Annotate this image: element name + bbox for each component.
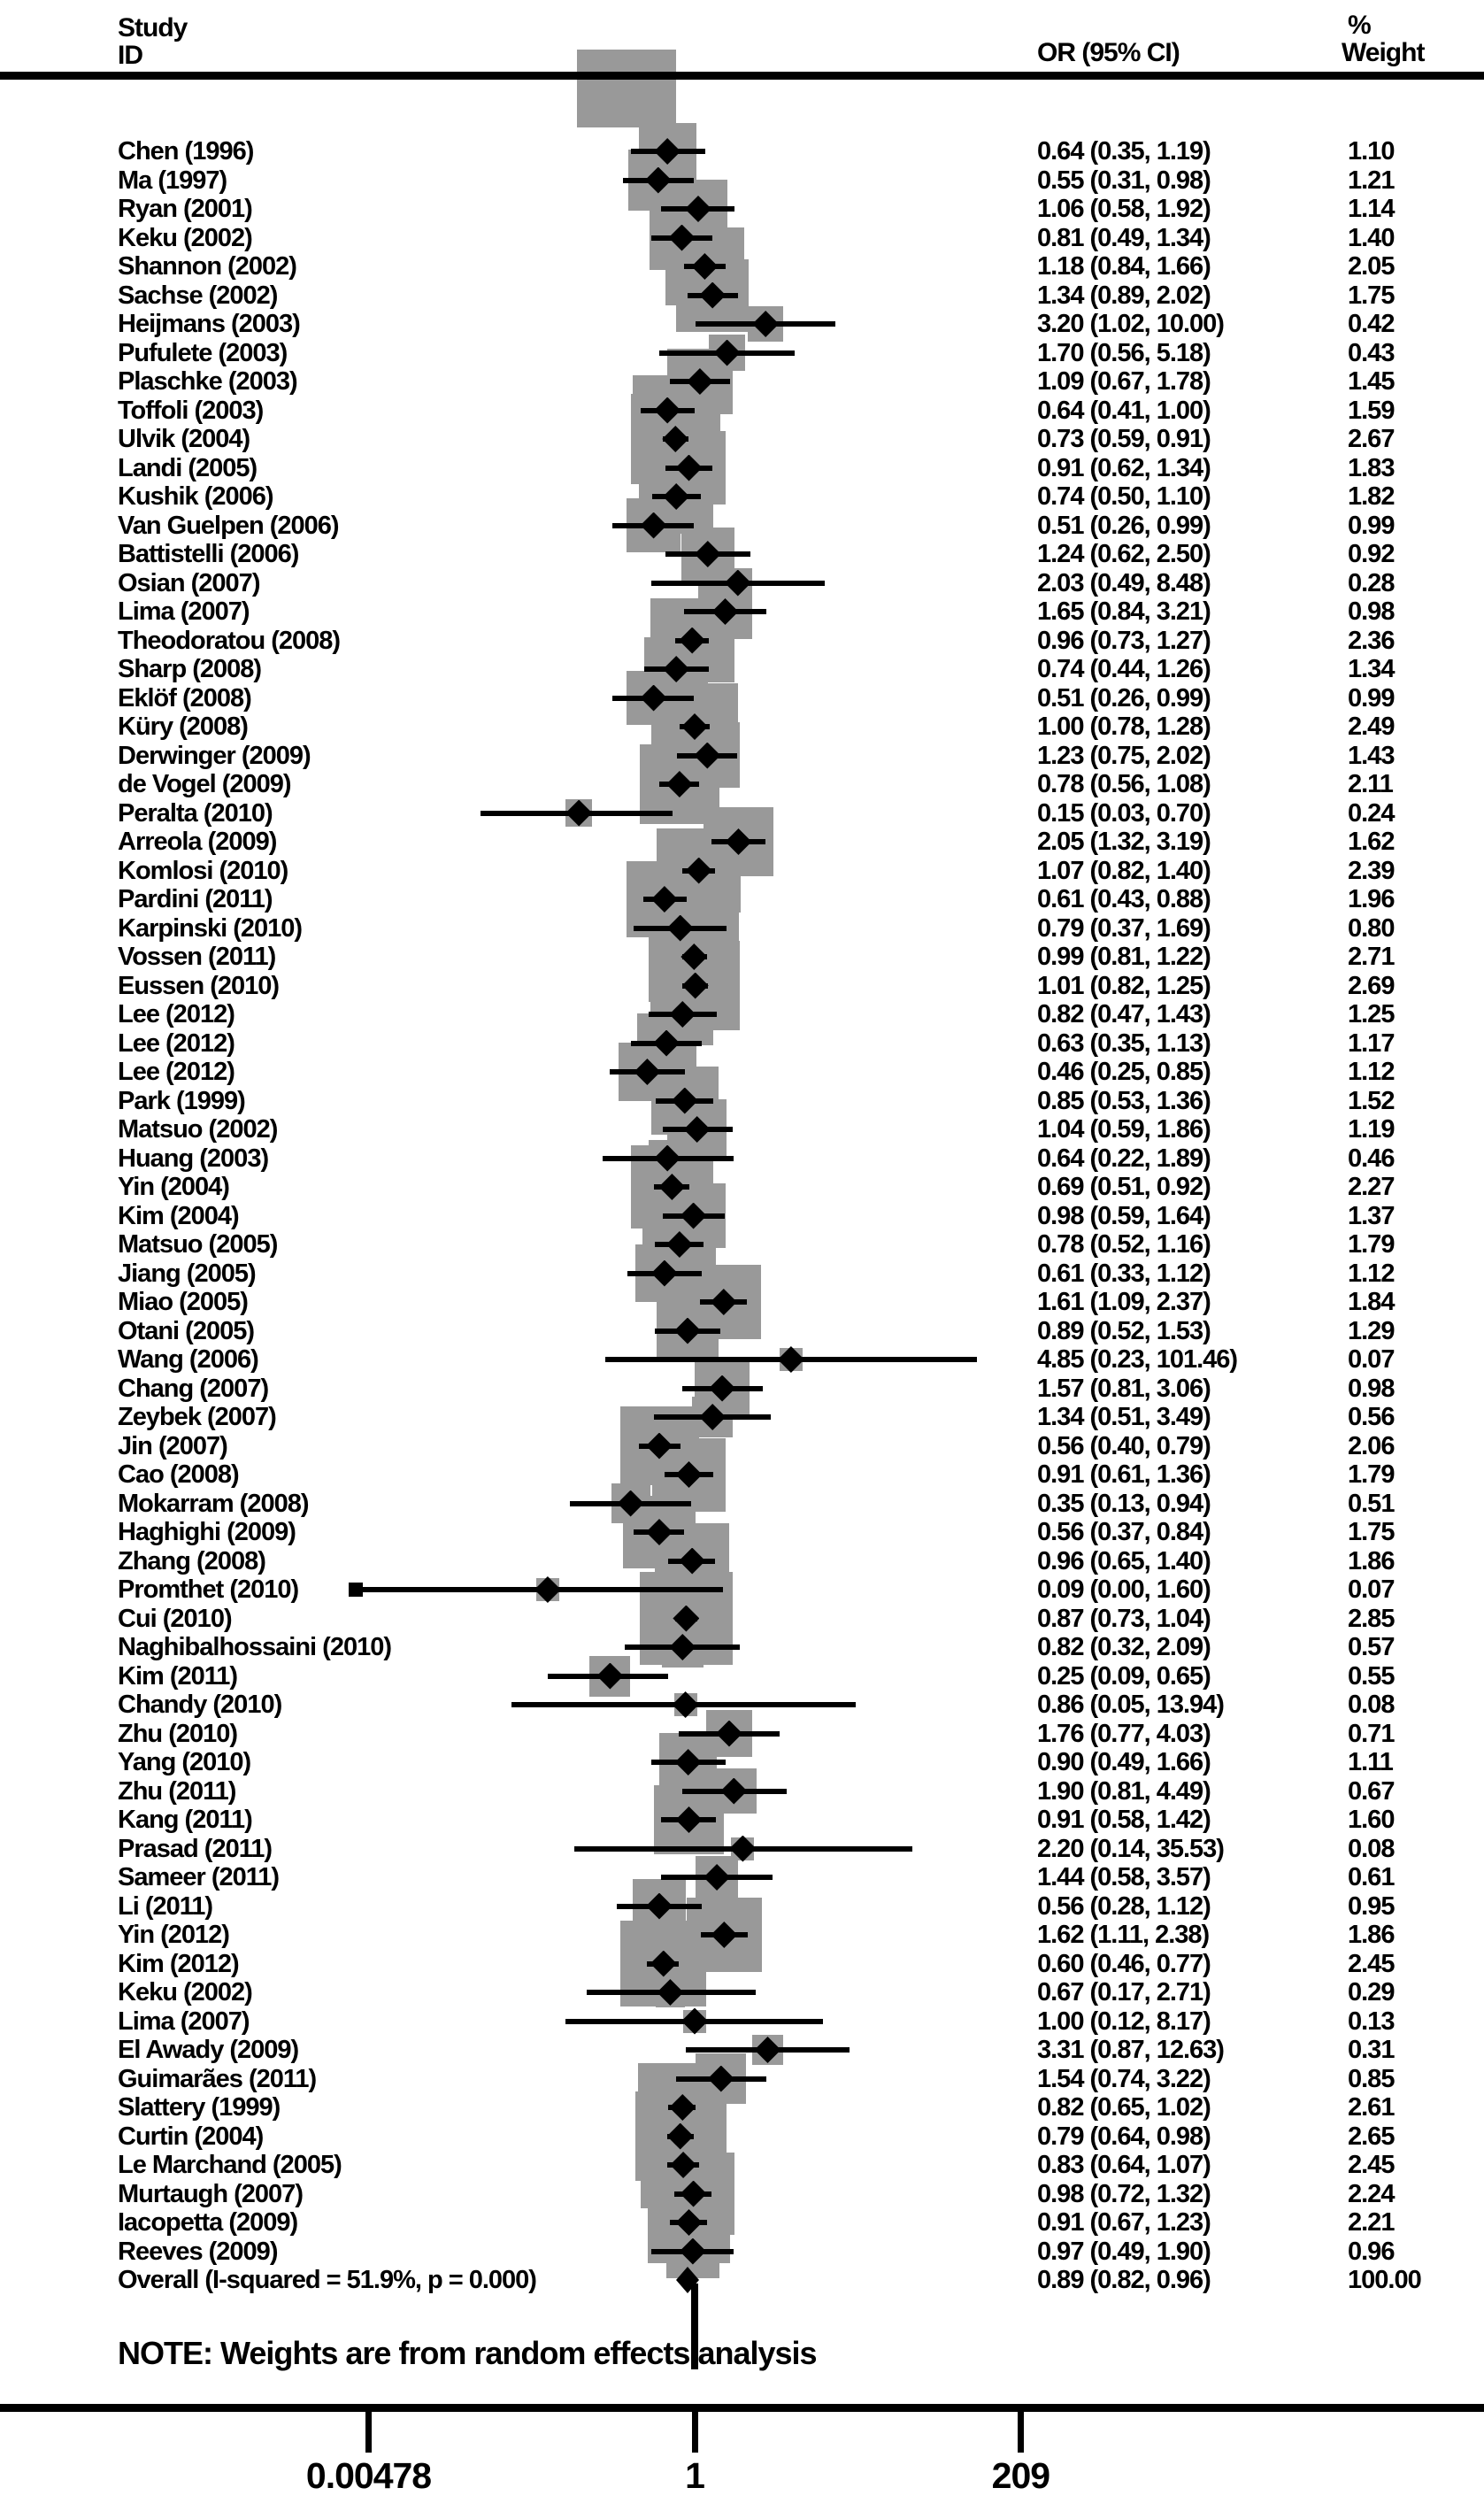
study-label: Plaschke (2003)	[118, 367, 297, 396]
weight-value: 1.79	[1348, 1230, 1395, 1259]
weight-value: 2.71	[1348, 943, 1395, 971]
study-column-header-line1: Study	[118, 13, 188, 42]
weight-value: 2.49	[1348, 712, 1395, 741]
or-ci-value: 1.09 (0.67, 1.78)	[1037, 367, 1211, 396]
study-label: Kim (2011)	[118, 1661, 238, 1691]
weight-value: 0.98	[1348, 1374, 1395, 1403]
study-label: Pufulete (2003)	[118, 338, 288, 367]
or-ci-value: 0.89 (0.52, 1.53)	[1037, 1316, 1211, 1345]
or-ci-value: 0.35 (0.13, 0.94)	[1037, 1489, 1211, 1518]
or-ci-value: 0.82 (0.32, 2.09)	[1037, 1633, 1211, 1661]
weight-value: 1.21	[1348, 166, 1395, 195]
or-ci-value: 0.56 (0.28, 1.12)	[1037, 1891, 1211, 1921]
or-ci-value: 0.64 (0.22, 1.89)	[1037, 1144, 1211, 1173]
or-ci-value: 0.83 (0.64, 1.07)	[1037, 2151, 1211, 2179]
weight-value: 2.69	[1348, 971, 1395, 1000]
weight-value: 1.79	[1348, 1460, 1395, 1489]
or-ci-value: 2.03 (0.49, 8.48)	[1037, 568, 1211, 597]
study-label: Kim (2012)	[118, 1949, 239, 1978]
study-label: Jiang (2005)	[118, 1259, 256, 1288]
or-ci-value: 0.82 (0.47, 1.43)	[1037, 1000, 1211, 1028]
or-ci-value: 1.90 (0.81, 4.49)	[1037, 1776, 1211, 1806]
or-ci-value: 0.61 (0.43, 0.88)	[1037, 885, 1211, 913]
or-column-header: OR (95% CI)	[1037, 38, 1180, 67]
weight-value: 2.39	[1348, 856, 1395, 885]
study-label: Peralta (2010)	[118, 798, 273, 828]
weight-value: 1.60	[1348, 1806, 1395, 1834]
study-label: Heijmans (2003)	[118, 310, 300, 338]
x-axis-tick-label: 209	[991, 2455, 1050, 2496]
study-label: Zhang (2008)	[118, 1546, 265, 1575]
study-label: Otani (2005)	[118, 1316, 254, 1345]
or-ci-value: 1.24 (0.62, 2.50)	[1037, 540, 1211, 568]
study-label: Zeybek (2007)	[118, 1403, 276, 1431]
study-label: Kim (2004)	[118, 1201, 239, 1230]
or-ci-value: 1.07 (0.82, 1.40)	[1037, 856, 1211, 885]
weight-value: 0.42	[1348, 310, 1395, 338]
or-ci-value: 1.34 (0.89, 2.02)	[1037, 281, 1211, 310]
weight-value: 2.67	[1348, 425, 1395, 453]
or-ci-value: 0.56 (0.40, 0.79)	[1037, 1431, 1211, 1460]
study-label: Shannon (2002)	[118, 252, 296, 281]
or-ci-value: 0.96 (0.65, 1.40)	[1037, 1546, 1211, 1575]
or-ci-value: 1.62 (1.11, 2.38)	[1037, 1921, 1210, 1949]
study-label: Komlosi (2010)	[118, 856, 288, 885]
study-label: Sameer (2011)	[118, 1863, 280, 1891]
study-label: Toffoli (2003)	[118, 396, 264, 425]
weight-value: 0.98	[1348, 597, 1395, 626]
weight-value: 1.83	[1348, 453, 1395, 482]
study-label: Ryan (2001)	[118, 195, 252, 223]
study-label: Eussen (2010)	[118, 971, 280, 1000]
or-ci-value: 0.25 (0.09, 0.65)	[1037, 1661, 1211, 1691]
or-ci-value: 1.44 (0.58, 3.57)	[1037, 1863, 1211, 1891]
or-ci-value: 0.78 (0.52, 1.16)	[1037, 1230, 1211, 1259]
study-label: Kushik (2006)	[118, 482, 273, 511]
study-label: Küry (2008)	[118, 712, 248, 741]
weights-note: NOTE: Weights are from random effects analysis	[118, 2335, 817, 2371]
or-ci-value: 1.61 (1.09, 2.37)	[1037, 1288, 1211, 1316]
study-label: Miao (2005)	[118, 1288, 248, 1316]
or-ci-value: 0.86 (0.05, 13.94)	[1037, 1691, 1224, 1719]
or-ci-value: 1.54 (0.74, 3.22)	[1037, 2064, 1211, 2093]
study-label: Le Marchand (2005)	[118, 2151, 342, 2179]
study-label: Chandy (2010)	[118, 1691, 282, 1719]
or-ci-value: 0.60 (0.46, 0.77)	[1037, 1949, 1211, 1978]
study-label: Sharp (2008)	[118, 655, 262, 683]
weight-value: 2.45	[1348, 2151, 1395, 2179]
study-label: Li (2011)	[118, 1891, 213, 1921]
or-ci-value: 1.65 (0.84, 3.21)	[1037, 597, 1211, 626]
or-ci-value: 0.63 (0.35, 1.13)	[1037, 1028, 1211, 1058]
study-label: Pardini (2011)	[118, 885, 273, 913]
gray-box-column-top	[577, 50, 676, 127]
weight-value: 2.65	[1348, 2122, 1395, 2151]
or-ci-value: 0.51 (0.26, 0.99)	[1037, 511, 1211, 540]
study-label: Ulvik (2004)	[118, 425, 250, 453]
weight-value: 2.05	[1348, 252, 1395, 281]
study-label: Mokarram (2008)	[118, 1489, 309, 1518]
study-label: Derwinger (2009)	[118, 741, 311, 770]
or-ci-value: 1.00 (0.78, 1.28)	[1037, 712, 1211, 741]
or-ci-value: 0.79 (0.37, 1.69)	[1037, 913, 1211, 943]
or-ci-value: 0.55 (0.31, 0.98)	[1037, 166, 1211, 195]
weight-value: 1.96	[1348, 885, 1395, 913]
study-label: Keku (2002)	[118, 1978, 252, 2006]
weight-value: 100.00	[1348, 2266, 1421, 2294]
weight-value: 0.08	[1348, 1691, 1395, 1719]
weight-value: 0.96	[1348, 2237, 1395, 2266]
weight-value: 0.99	[1348, 683, 1395, 712]
or-ci-value: 0.56 (0.37, 0.84)	[1037, 1518, 1211, 1546]
weight-column-header-line1: %	[1348, 11, 1371, 40]
weight-value: 1.75	[1348, 281, 1395, 310]
weight-value: 2.45	[1348, 1949, 1395, 1978]
weight-value: 1.10	[1348, 137, 1395, 166]
or-ci-value: 4.85 (0.23, 101.46)	[1037, 1345, 1238, 1374]
study-label: Kang (2011)	[118, 1806, 252, 1834]
weight-value: 0.46	[1348, 1144, 1395, 1173]
weight-value: 1.45	[1348, 367, 1395, 396]
weight-value: 0.95	[1348, 1891, 1395, 1921]
study-label: Lima (2007)	[118, 597, 250, 626]
study-label: Matsuo (2005)	[118, 1230, 278, 1259]
weight-value: 1.52	[1348, 1086, 1395, 1115]
study-label: Huang (2003)	[118, 1144, 269, 1173]
or-ci-value: 0.87 (0.73, 1.04)	[1037, 1604, 1211, 1633]
or-ci-value: 0.91 (0.62, 1.34)	[1037, 453, 1211, 482]
weight-value: 1.37	[1348, 1201, 1395, 1230]
weight-value: 0.07	[1348, 1575, 1395, 1604]
or-ci-value: 1.00 (0.12, 8.17)	[1037, 2006, 1211, 2036]
x-axis-tick	[692, 2412, 698, 2453]
study-label: Jin (2007)	[118, 1431, 227, 1460]
study-label: Battistelli (2006)	[118, 540, 299, 568]
study-label: Matsuo (2002)	[118, 1115, 278, 1144]
or-ci-value: 0.74 (0.50, 1.10)	[1037, 482, 1211, 511]
or-ci-value: 1.18 (0.84, 1.66)	[1037, 252, 1211, 281]
weight-value: 1.25	[1348, 1000, 1395, 1028]
or-ci-value: 3.31 (0.87, 12.63)	[1037, 2036, 1224, 2064]
study-label: El Awady (2009)	[118, 2036, 299, 2064]
weight-value: 1.34	[1348, 655, 1395, 683]
or-ci-value: 0.97 (0.49, 1.90)	[1037, 2237, 1211, 2266]
weight-value: 1.86	[1348, 1921, 1395, 1949]
or-ci-value: 0.15 (0.03, 0.70)	[1037, 798, 1211, 828]
study-label: Van Guelpen (2006)	[118, 511, 339, 540]
or-ci-value: 1.04 (0.59, 1.86)	[1037, 1115, 1211, 1144]
header-rule	[0, 72, 1484, 80]
weight-value: 0.43	[1348, 338, 1395, 367]
x-axis-tick-label: 1	[685, 2455, 704, 2496]
weight-value: 1.12	[1348, 1259, 1395, 1288]
study-label: Curtin (2004)	[118, 2122, 264, 2151]
study-label: Vossen (2011)	[118, 943, 276, 971]
study-label: Yin (2012)	[118, 1921, 229, 1949]
or-ci-value: 0.46 (0.25, 0.85)	[1037, 1058, 1211, 1086]
or-ci-value: 1.57 (0.81, 3.06)	[1037, 1374, 1211, 1403]
overall-label: Overall (I-squared = 51.9%, p = 0.000)	[118, 2266, 536, 2294]
study-label: Osian (2007)	[118, 568, 260, 597]
study-label: Park (1999)	[118, 1086, 245, 1115]
or-ci-value: 0.85 (0.53, 1.36)	[1037, 1086, 1211, 1115]
study-label: Slattery (1999)	[118, 2093, 281, 2122]
or-ci-value: 0.89 (0.82, 0.96)	[1037, 2266, 1211, 2294]
study-label: Zhu (2011)	[118, 1776, 236, 1806]
study-label: Iacopetta (2009)	[118, 2208, 298, 2237]
study-label: Keku (2002)	[118, 223, 252, 252]
study-label: Haghighi (2009)	[118, 1518, 296, 1546]
or-ci-value: 0.99 (0.81, 1.22)	[1037, 943, 1211, 971]
or-ci-value: 0.64 (0.35, 1.19)	[1037, 137, 1211, 166]
study-label: Chang (2007)	[118, 1374, 269, 1403]
x-axis-tick	[1018, 2412, 1024, 2453]
weight-value: 0.29	[1348, 1978, 1395, 2006]
or-ci-value: 0.98 (0.59, 1.64)	[1037, 1201, 1211, 1230]
study-label: Cui (2010)	[118, 1604, 232, 1633]
weight-value: 1.17	[1348, 1028, 1395, 1058]
weight-value: 1.84	[1348, 1288, 1395, 1316]
study-label: Promthet (2010)	[118, 1575, 299, 1604]
study-label: Prasad (2011)	[118, 1834, 273, 1863]
weight-value: 1.14	[1348, 195, 1395, 223]
or-ci-value: 0.90 (0.49, 1.66)	[1037, 1748, 1211, 1776]
study-label: Yang (2010)	[118, 1748, 251, 1776]
weight-value: 0.56	[1348, 1403, 1395, 1431]
or-ci-value: 0.79 (0.64, 0.98)	[1037, 2122, 1211, 2151]
study-label: Chen (1996)	[118, 137, 254, 166]
weight-value: 2.85	[1348, 1604, 1395, 1633]
study-label: Eklöf (2008)	[118, 683, 251, 712]
weight-value: 1.12	[1348, 1058, 1395, 1086]
study-label: Yin (2004)	[118, 1173, 229, 1201]
weight-value: 0.51	[1348, 1489, 1395, 1518]
study-label: Zhu (2010)	[118, 1719, 238, 1748]
weight-value: 2.24	[1348, 2179, 1395, 2208]
or-ci-value: 1.06 (0.58, 1.92)	[1037, 195, 1211, 223]
weight-value: 2.27	[1348, 1173, 1395, 1201]
study-label: Lee (2012)	[118, 1028, 235, 1058]
x-axis-tick	[365, 2412, 372, 2453]
weight-value: 0.99	[1348, 511, 1395, 540]
weight-value: 1.75	[1348, 1518, 1395, 1546]
or-ci-value: 0.69 (0.51, 0.92)	[1037, 1173, 1211, 1201]
or-ci-value: 0.67 (0.17, 2.71)	[1037, 1978, 1211, 2006]
or-ci-value: 1.34 (0.51, 3.49)	[1037, 1403, 1211, 1431]
study-label: Arreola (2009)	[118, 828, 277, 856]
weight-value: 0.92	[1348, 540, 1395, 568]
weight-value: 1.29	[1348, 1316, 1395, 1345]
weight-value: 2.36	[1348, 626, 1395, 655]
or-ci-value: 0.98 (0.72, 1.32)	[1037, 2179, 1211, 2208]
or-ci-value: 0.64 (0.41, 1.00)	[1037, 396, 1211, 425]
study-column-header-line2: ID	[118, 41, 142, 70]
study-label: Cao (2008)	[118, 1460, 239, 1489]
or-ci-value: 0.91 (0.67, 1.23)	[1037, 2208, 1211, 2237]
or-ci-value: 0.78 (0.56, 1.08)	[1037, 770, 1211, 798]
weight-value: 0.55	[1348, 1661, 1395, 1691]
study-label: Ma (1997)	[118, 166, 227, 195]
weight-value: 0.13	[1348, 2006, 1395, 2036]
weight-value: 2.21	[1348, 2208, 1395, 2237]
study-label: Lee (2012)	[118, 1000, 235, 1028]
or-ci-value: 0.82 (0.65, 1.02)	[1037, 2093, 1211, 2122]
weight-value: 1.86	[1348, 1546, 1395, 1575]
weight-value: 0.28	[1348, 568, 1395, 597]
or-ci-value: 0.73 (0.59, 0.91)	[1037, 425, 1211, 453]
or-ci-value: 0.09 (0.00, 1.60)	[1037, 1575, 1211, 1604]
or-ci-value: 1.70 (0.56, 5.18)	[1037, 338, 1211, 367]
study-label: Karpinski (2010)	[118, 913, 303, 943]
weight-value: 1.11	[1348, 1748, 1393, 1776]
weight-value: 0.85	[1348, 2064, 1395, 2093]
study-label: Guimarães (2011)	[118, 2064, 317, 2093]
or-ci-value: 0.91 (0.58, 1.42)	[1037, 1806, 1211, 1834]
weight-value: 0.08	[1348, 1834, 1395, 1863]
or-ci-value: 1.01 (0.82, 1.25)	[1037, 971, 1211, 1000]
weight-value: 1.59	[1348, 396, 1395, 425]
or-ci-value: 0.51 (0.26, 0.99)	[1037, 683, 1211, 712]
or-ci-value: 0.96 (0.73, 1.27)	[1037, 626, 1211, 655]
weight-value: 0.67	[1348, 1776, 1395, 1806]
or-ci-value: 0.81 (0.49, 1.34)	[1037, 223, 1211, 252]
study-label: Wang (2006)	[118, 1345, 258, 1374]
weight-value: 2.06	[1348, 1431, 1395, 1460]
or-ci-value: 1.23 (0.75, 2.02)	[1037, 741, 1211, 770]
weight-value: 0.71	[1348, 1719, 1395, 1748]
or-ci-value: 2.05 (1.32, 3.19)	[1037, 828, 1211, 856]
weight-value: 1.43	[1348, 741, 1395, 770]
study-label: Lima (2007)	[118, 2006, 250, 2036]
study-label: Naghibalhossaini (2010)	[118, 1633, 391, 1661]
or-ci-value: 0.74 (0.44, 1.26)	[1037, 655, 1211, 683]
weight-value: 0.24	[1348, 798, 1395, 828]
study-label: Sachse (2002)	[118, 281, 278, 310]
weight-value: 0.80	[1348, 913, 1395, 943]
weight-value: 0.57	[1348, 1633, 1395, 1661]
weight-value: 1.19	[1348, 1115, 1395, 1144]
study-label: Reeves (2009)	[118, 2237, 278, 2266]
or-ci-value: 2.20 (0.14, 35.53)	[1037, 1834, 1224, 1863]
weight-value: 0.07	[1348, 1345, 1395, 1374]
weight-value: 0.61	[1348, 1863, 1395, 1891]
weight-value: 2.61	[1348, 2093, 1395, 2122]
or-ci-value: 0.61 (0.33, 1.12)	[1037, 1259, 1211, 1288]
weight-value: 1.40	[1348, 223, 1395, 252]
study-label: Landi (2005)	[118, 453, 258, 482]
study-label: Murtaugh (2007)	[118, 2179, 303, 2208]
or-ci-value: 0.91 (0.61, 1.36)	[1037, 1460, 1211, 1489]
study-label: Theodoratou (2008)	[118, 626, 341, 655]
or-ci-value: 3.20 (1.02, 10.00)	[1037, 310, 1224, 338]
weight-column-header-line2: Weight	[1342, 38, 1425, 67]
weight-value: 1.82	[1348, 482, 1395, 511]
weight-value: 2.11	[1348, 770, 1393, 798]
x-axis-line	[0, 2404, 1484, 2412]
weight-value: 1.62	[1348, 828, 1395, 856]
study-label: Lee (2012)	[118, 1058, 235, 1086]
ci-clip-cap	[349, 1583, 363, 1597]
weight-value: 0.31	[1348, 2036, 1395, 2064]
or-ci-value: 1.76 (0.77, 4.03)	[1037, 1719, 1211, 1748]
study-label: de Vogel (2009)	[118, 770, 291, 798]
x-axis-tick-label: 0.00478	[305, 2455, 432, 2496]
